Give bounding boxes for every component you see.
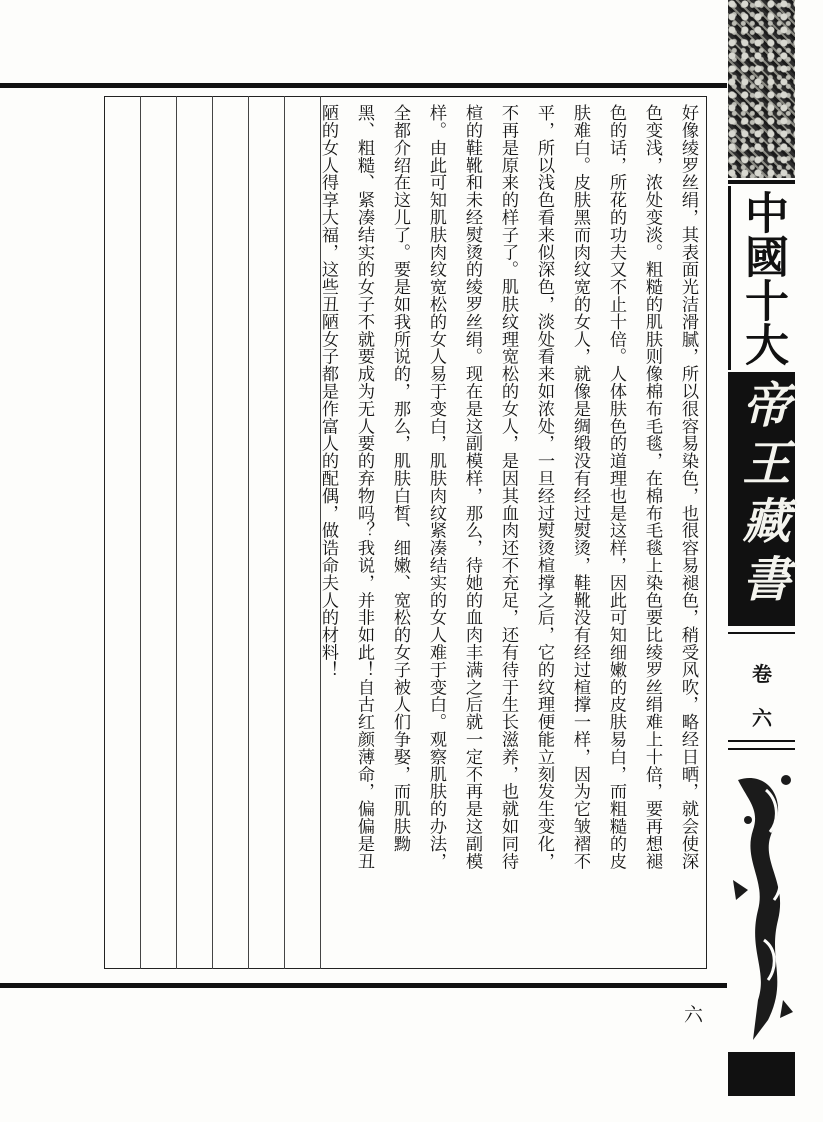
- dragon-ornament-bottom: [728, 760, 795, 1050]
- dragon-icon: [728, 760, 795, 1050]
- text-column-8: 样。由此可知肌肤肉纹宽松的女人易于变白，肌肤肉纹紧凑结实的女人难于变白。观察肌肤的办法，: [426, 104, 446, 870]
- text-frame-bottom: [104, 968, 707, 969]
- empty-column-rule: [284, 96, 285, 969]
- sidebar-divider-top: [728, 180, 795, 184]
- text-column-2: 色变浅，浓处变淡。粗糙的肌肤则像棉布毛毯，在棉布毛毯上染色要比绫罗丝绢难上十倍，要再想褪: [642, 104, 662, 870]
- series-title: 中國十大: [737, 190, 788, 366]
- sidebar-rule: [728, 748, 795, 750]
- volume-number: 六: [752, 706, 772, 730]
- text-column-9: 全都介绍在这儿了。要是如我所说的，那么，肌肤白皙、细嫩、宽松的女子被人们争娶，而肌肤黝: [390, 104, 410, 853]
- text-frame-left: [104, 96, 105, 969]
- text-column-10: 黑、粗糙、紧凑结实的女子不就要成为无人要的弃物吗？我说，并非如此！自古红颜薄命，偏偏是丑: [354, 104, 374, 870]
- empty-column-rule: [176, 96, 177, 969]
- sidebar-rule: [728, 632, 795, 634]
- text-column-1: 好像绫罗丝绢，其表面光洁滑腻，所以很容易染色，也很容易褪色，稍受风吹，略经日晒，就会使深: [678, 104, 698, 870]
- empty-column-rule: [248, 96, 249, 969]
- text-column-11: 陋的女人得享大福，这些丑陋女子都是作富人的配偶，做诰命夫人的材料！: [318, 104, 338, 679]
- sidebar-rule: [728, 740, 795, 742]
- text-frame-right: [706, 96, 707, 969]
- text-column-6: 不再是原来的样子了。肌肤纹理宽松的女人，是因其血肉还不充足，还有待于生长滋养，也就如同待: [498, 104, 518, 870]
- page-number: 六: [684, 1004, 704, 1026]
- text-frame-top: [104, 96, 707, 97]
- top-rule: [0, 83, 727, 88]
- text-column-4: 肤难白。皮肤黑而肉纹宽的女人，就像是绸缎没有经过熨烫，鞋靴没有经过楦撑一样，因为它皱褶不: [570, 104, 590, 870]
- text-column-7: 楦的鞋靴和未经熨烫的绫罗丝绢。现在是这副模样，那么，待她的血肉丰满之后就一定不再是这副模: [462, 104, 482, 870]
- dragon-ornament-top: [728, 0, 795, 178]
- collection-title: 帝王藏書: [734, 380, 790, 612]
- empty-column-rule: [212, 96, 213, 969]
- text-column-5: 平，所以浅色看来似深色，淡处看来如浓处，一旦经过熨烫楦撑之后，它的纹理便能立刻发生变化，: [534, 104, 554, 870]
- volume-label: 卷: [752, 662, 772, 686]
- empty-column-rule: [140, 96, 141, 969]
- text-column-3: 色的话，所花的功夫又不止十倍。人体肤色的道理也是这样，因此可知细嫩的皮肤易白，而粗糙的皮: [606, 104, 626, 870]
- sidebar-footer-block: [728, 1052, 795, 1096]
- bottom-rule: [0, 983, 727, 988]
